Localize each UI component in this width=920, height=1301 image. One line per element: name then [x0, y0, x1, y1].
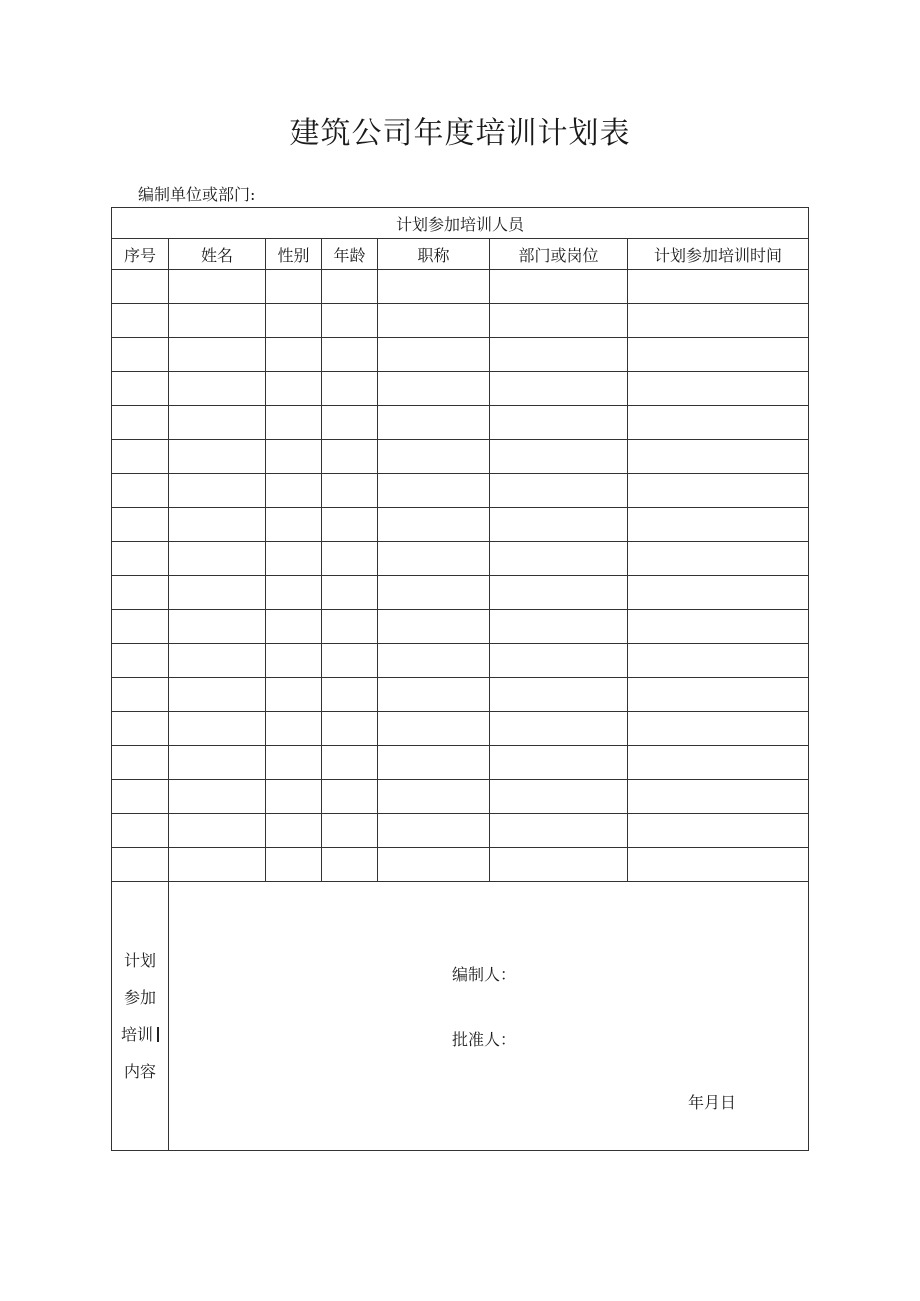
cell-dept[interactable] — [490, 746, 628, 780]
cell-gender[interactable] — [266, 576, 322, 610]
cell-age[interactable] — [322, 610, 378, 644]
cell-training-time[interactable] — [628, 576, 809, 610]
cell-age[interactable] — [322, 406, 378, 440]
cell-training-time[interactable] — [628, 270, 809, 304]
cell-name[interactable] — [169, 542, 266, 576]
cell-name[interactable] — [169, 406, 266, 440]
cell-title[interactable] — [378, 474, 490, 508]
table-row — [112, 644, 809, 678]
col-header-dept: 部门或岗位 — [490, 239, 628, 270]
cell-training-time[interactable] — [628, 304, 809, 338]
cell-title[interactable] — [378, 508, 490, 542]
cell-title[interactable] — [378, 372, 490, 406]
cell-age[interactable] — [322, 474, 378, 508]
table-row — [112, 440, 809, 474]
cell-training-time[interactable] — [628, 610, 809, 644]
side-label-line: 参加 — [123, 988, 156, 1007]
col-header-age: 年龄 — [322, 239, 378, 270]
cell-training-time[interactable] — [628, 848, 809, 882]
cell-age[interactable] — [322, 372, 378, 406]
cell-dept[interactable] — [490, 644, 628, 678]
cell-gender[interactable] — [266, 542, 322, 576]
cell-training-time[interactable] — [628, 644, 809, 678]
cell-name[interactable] — [169, 678, 266, 712]
cell-title[interactable] — [378, 270, 490, 304]
table-row — [112, 848, 809, 882]
col-header-training-time: 计划参加培训时间 — [628, 239, 809, 270]
cell-age[interactable] — [322, 338, 378, 372]
cell-name[interactable] — [169, 474, 266, 508]
cell-title[interactable] — [378, 746, 490, 780]
cell-dept[interactable] — [490, 848, 628, 882]
col-header-title: 职称 — [378, 239, 490, 270]
cell-index[interactable] — [112, 338, 169, 372]
cell-index[interactable] — [112, 746, 169, 780]
cell-dept[interactable] — [490, 678, 628, 712]
date-label: 年月日 — [688, 1093, 737, 1112]
document-title: 建筑公司年度培训计划表 — [289, 116, 631, 151]
cell-age[interactable] — [322, 746, 378, 780]
cell-dept[interactable] — [490, 542, 628, 576]
cell-index[interactable] — [112, 542, 169, 576]
cell-dept[interactable] — [490, 576, 628, 610]
col-header-name: 姓名 — [169, 239, 266, 270]
table-row — [112, 270, 809, 304]
cell-dept[interactable] — [490, 814, 628, 848]
col-header-gender: 性别 — [266, 239, 322, 270]
cell-age[interactable] — [322, 542, 378, 576]
cell-age[interactable] — [322, 644, 378, 678]
cell-index[interactable] — [112, 304, 169, 338]
cell-training-time[interactable] — [628, 780, 809, 814]
cell-gender[interactable] — [266, 508, 322, 542]
cell-age[interactable] — [322, 508, 378, 542]
cell-index[interactable] — [112, 678, 169, 712]
side-label-line — [112, 1016, 168, 1053]
cell-gender[interactable] — [266, 848, 322, 882]
col-header-index: 序号 — [112, 239, 169, 270]
cell-name[interactable] — [169, 814, 266, 848]
cell-name[interactable] — [169, 338, 266, 372]
approver-label: 批准人： — [452, 1030, 517, 1049]
cell-name[interactable] — [169, 304, 266, 338]
cell-gender[interactable] — [266, 644, 322, 678]
cell-name[interactable] — [169, 610, 266, 644]
side-label-text: 培训 — [120, 1025, 153, 1044]
cell-gender[interactable] — [266, 338, 322, 372]
cell-age[interactable] — [322, 678, 378, 712]
cell-training-time[interactable] — [628, 814, 809, 848]
cell-dept[interactable] — [490, 338, 628, 372]
training-content-cell[interactable] — [169, 882, 809, 1151]
compiler-label: 编制人： — [452, 965, 517, 984]
cell-dept[interactable] — [490, 474, 628, 508]
cell-index[interactable] — [112, 406, 169, 440]
cell-index[interactable] — [112, 712, 169, 746]
table-row — [112, 712, 809, 746]
group-header: 计划参加培训人员 — [112, 208, 809, 239]
cell-age[interactable] — [322, 780, 378, 814]
cell-title[interactable] — [378, 338, 490, 372]
cell-title[interactable] — [378, 848, 490, 882]
cell-index[interactable] — [112, 440, 169, 474]
table-row — [112, 610, 809, 644]
cell-title[interactable] — [378, 814, 490, 848]
cell-age[interactable] — [322, 848, 378, 882]
cell-age[interactable] — [322, 814, 378, 848]
cell-training-time[interactable] — [628, 746, 809, 780]
cell-name[interactable] — [169, 270, 266, 304]
table-row — [112, 814, 809, 848]
table-row — [112, 304, 809, 338]
cell-gender[interactable] — [266, 678, 322, 712]
table-row — [112, 780, 809, 814]
cell-name[interactable] — [169, 780, 266, 814]
cell-title[interactable] — [378, 610, 490, 644]
cell-gender[interactable] — [266, 406, 322, 440]
cell-training-time[interactable] — [628, 474, 809, 508]
cell-dept[interactable] — [490, 372, 628, 406]
cell-training-time[interactable] — [628, 712, 809, 746]
cell-title[interactable] — [378, 780, 490, 814]
cell-name[interactable] — [169, 576, 266, 610]
side-label-line: 内容 — [123, 1062, 156, 1081]
cell-name[interactable] — [169, 372, 266, 406]
cell-index[interactable] — [112, 270, 169, 304]
cell-training-time[interactable] — [628, 508, 809, 542]
cell-name[interactable] — [169, 712, 266, 746]
cell-age[interactable] — [322, 304, 378, 338]
cell-name[interactable] — [169, 746, 266, 780]
side-label-line: 计划 — [123, 951, 156, 970]
cell-age[interactable] — [322, 440, 378, 474]
cell-title[interactable] — [378, 542, 490, 576]
cell-title[interactable] — [378, 712, 490, 746]
cell-dept[interactable] — [490, 304, 628, 338]
cell-index[interactable] — [112, 780, 169, 814]
cursor-bar-mark — [157, 1027, 159, 1042]
cell-title[interactable] — [378, 644, 490, 678]
table-row — [112, 542, 809, 576]
cell-gender[interactable] — [266, 474, 322, 508]
table-row — [112, 508, 809, 542]
cell-index[interactable] — [112, 474, 169, 508]
cell-title[interactable] — [378, 304, 490, 338]
cell-training-time[interactable] — [628, 542, 809, 576]
cell-name[interactable] — [169, 644, 266, 678]
cell-index[interactable] — [112, 644, 169, 678]
cell-dept[interactable] — [490, 508, 628, 542]
cell-age[interactable] — [322, 270, 378, 304]
cell-gender[interactable] — [266, 814, 322, 848]
cell-name[interactable] — [169, 440, 266, 474]
cell-dept[interactable] — [490, 610, 628, 644]
cell-training-time[interactable] — [628, 338, 809, 372]
cell-dept[interactable] — [490, 406, 628, 440]
training-content-label — [112, 882, 169, 1151]
cell-gender[interactable] — [266, 372, 322, 406]
column-header-row — [112, 239, 809, 270]
training-plan-table — [111, 207, 809, 1151]
cell-dept[interactable] — [490, 440, 628, 474]
table-row — [112, 372, 809, 406]
table-row — [112, 576, 809, 610]
table-row — [112, 406, 809, 440]
table-row — [112, 338, 809, 372]
cell-training-time[interactable] — [628, 372, 809, 406]
table-row — [112, 746, 809, 780]
cell-gender[interactable] — [266, 712, 322, 746]
cell-dept[interactable] — [490, 270, 628, 304]
cell-gender[interactable] — [266, 270, 322, 304]
cell-gender[interactable] — [266, 746, 322, 780]
cell-dept[interactable] — [490, 712, 628, 746]
cell-age[interactable] — [322, 576, 378, 610]
cell-index[interactable] — [112, 508, 169, 542]
cell-name[interactable] — [169, 508, 266, 542]
cell-gender[interactable] — [266, 610, 322, 644]
cell-training-time[interactable] — [628, 406, 809, 440]
cell-dept[interactable] — [490, 780, 628, 814]
cell-gender[interactable] — [266, 304, 322, 338]
cell-gender[interactable] — [266, 440, 322, 474]
cell-name[interactable] — [169, 848, 266, 882]
training-content-row — [112, 882, 809, 1151]
cell-title[interactable] — [378, 406, 490, 440]
cell-index[interactable] — [112, 848, 169, 882]
cell-training-time[interactable] — [628, 678, 809, 712]
cell-gender[interactable] — [266, 780, 322, 814]
cell-training-time[interactable] — [628, 440, 809, 474]
cell-title[interactable] — [378, 576, 490, 610]
cell-index[interactable] — [112, 372, 169, 406]
cell-age[interactable] — [322, 712, 378, 746]
cell-index[interactable] — [112, 814, 169, 848]
table-row — [112, 678, 809, 712]
table-row — [112, 474, 809, 508]
cell-title[interactable] — [378, 678, 490, 712]
cell-index[interactable] — [112, 576, 169, 610]
org-department-label: 编制单位或部门: — [138, 185, 256, 204]
cell-index[interactable] — [112, 610, 169, 644]
cell-title[interactable] — [378, 440, 490, 474]
